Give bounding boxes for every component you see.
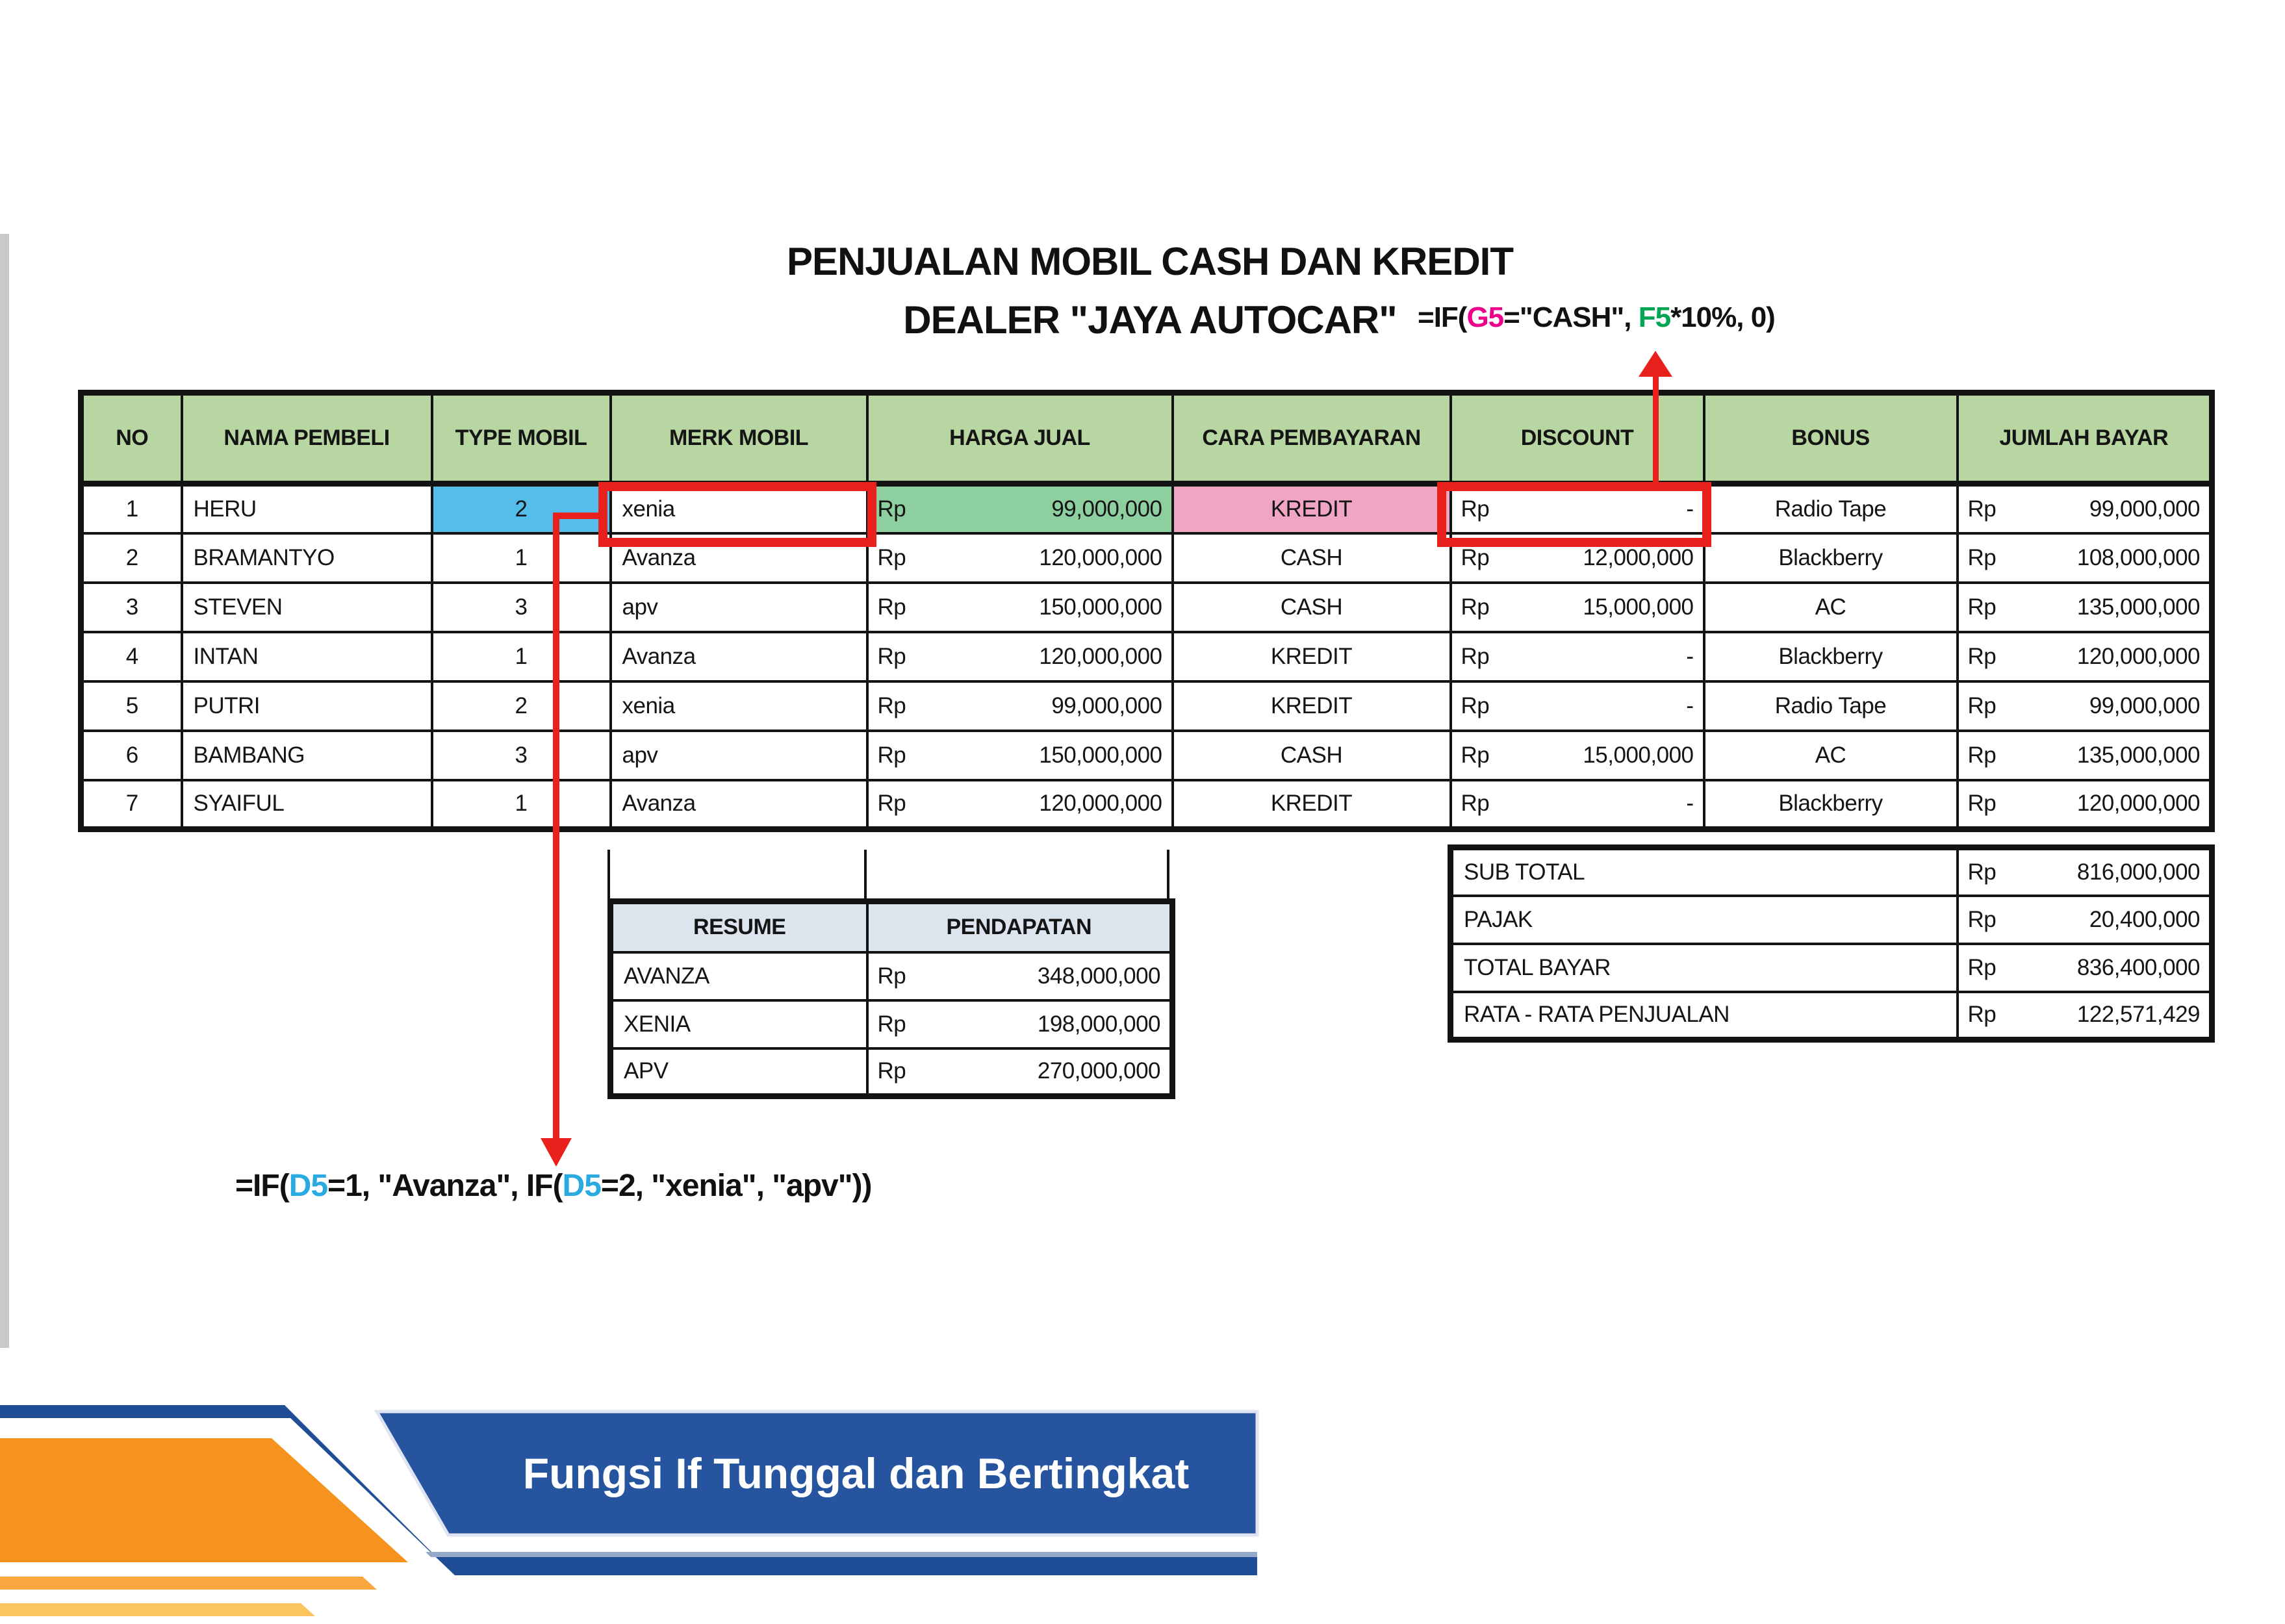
cell-jumlah [1958,484,2212,533]
currency-label: Rp [877,791,906,817]
currency-label: Rp [877,544,906,570]
summary-label: SUB TOTAL [1451,848,1958,896]
cell-cara-highlighted: KREDIT [1173,484,1451,533]
header-row [81,393,2212,484]
amount: 15,000,000 [1583,742,1694,768]
amount: 99,000,000 [2089,496,2200,522]
cell-bonus: Blackberry [1704,632,1958,681]
amount: 122,571,429 [2076,1002,2200,1028]
cell-type: 1 [432,533,611,583]
currency-label: Rp [1967,791,1997,817]
cell-jumlah [1958,780,2212,830]
amount: 120,000,000 [1039,791,1162,817]
cell-jumlah [1958,632,2212,681]
amount: 198,000,000 [1037,1011,1160,1037]
cell-merk: Avanza [611,533,867,583]
resume-row [611,952,1173,1000]
table-row [81,780,2212,830]
formula-text: =2, "xenia", "apv")) [600,1169,872,1203]
table-row [81,484,2212,533]
summary-row [1451,848,2212,896]
formula-text: ="CASH", [1503,301,1639,333]
page-title: PENJUALAN MOBIL CASH DAN KREDIT [787,240,1513,283]
resume-name: XENIA [611,1000,867,1048]
cell-harga [867,583,1173,632]
cell-cara: CASH [1173,533,1451,583]
currency-label: Rp [1967,594,1997,620]
cell-cara: CASH [1173,583,1451,632]
cell-nama: BAMBANG [182,731,432,780]
arrow-up-line [1653,374,1659,486]
currency-label: Rp [877,594,906,620]
header-bonus: BONUS [1704,393,1958,484]
amount: - [1686,692,1694,718]
currency-label: Rp [1967,544,1997,570]
cell-discount [1451,780,1704,830]
cell-harga [867,681,1173,731]
currency-label: Rp [877,963,906,989]
amount: - [1686,643,1694,669]
header-jumlah-bayar: JUMLAH BAYAR [1958,393,2212,484]
amount: 12,000,000 [1583,544,1694,570]
amount: 120,000,000 [2076,791,2200,817]
amount: 150,000,000 [1039,742,1162,768]
formula-discount [1418,301,1775,334]
cell-nama: SYAIFUL [182,780,432,830]
orange-trapezoid [0,1438,408,1562]
elbow-line-horizontal [553,513,607,519]
cell-bonus: Blackberry [1704,533,1958,583]
cell-no: 3 [81,583,182,632]
currency-label: Rp [1461,594,1490,620]
amount: 120,000,000 [2076,643,2200,669]
summary-row [1451,896,2212,944]
amount: 15,000,000 [1583,594,1694,620]
orange-bar-light [0,1603,315,1616]
cell-bonus: AC [1704,731,1958,780]
cell-jumlah [1958,681,2212,731]
currency-label: Rp [1967,906,1997,932]
header-discount: DISCOUNT [1451,393,1704,484]
header-harga-jual: HARGA JUAL [867,393,1173,484]
cell-discount [1451,681,1704,731]
cell-discount [1451,731,1704,780]
summary-label: PAJAK [1451,896,1958,944]
formula-text: *10%, 0) [1670,301,1775,333]
amount: 120,000,000 [1039,643,1162,669]
slide-edge-strip [0,234,9,1348]
amount: 99,000,000 [1051,692,1162,718]
cell-type: 1 [432,632,611,681]
cell-nama: BRAMANTYO [182,533,432,583]
cell-no: 2 [81,533,182,583]
formula-text: =IF( [1418,301,1467,333]
cell-type: 3 [432,583,611,632]
amount: 99,000,000 [1051,496,1162,522]
cell-ref-d5: D5 [288,1169,328,1203]
formula-text: =1, "Avanza", IF( [327,1169,563,1203]
header-resume: RESUME [611,902,867,952]
summary-value [1958,848,2212,896]
amount: - [1686,791,1694,817]
table-row [81,731,2212,780]
cell-harga [867,780,1173,830]
amount: 150,000,000 [1039,594,1162,620]
currency-label: Rp [1461,496,1490,522]
currency-label: Rp [1461,692,1490,718]
currency-label: Rp [877,1058,906,1084]
formula-merk [235,1168,871,1204]
header-no: NO [81,393,182,484]
cell-ref-g5: G5 [1466,301,1504,333]
resume-name: AVANZA [611,952,867,1000]
amount: - [1686,496,1694,522]
cell-no: 5 [81,681,182,731]
cell-jumlah [1958,583,2212,632]
cell-bonus: Radio Tape [1704,681,1958,731]
cell-type: 3 [432,731,611,780]
cell-merk: xenia [611,681,867,731]
summary-label: TOTAL BAYAR [1451,944,1958,992]
cell-nama: PUTRI [182,681,432,731]
arrow-down-icon [541,1138,572,1167]
cell-no: 1 [81,484,182,533]
arrow-up-icon [1639,351,1672,377]
currency-label: Rp [1967,1002,1997,1028]
currency-label: Rp [877,692,906,718]
cell-merk: apv [611,731,867,780]
cell-harga [867,533,1173,583]
cell-harga [867,632,1173,681]
cell-merk: apv [611,583,867,632]
currency-label: Rp [877,742,906,768]
header-pendapatan: PENDAPATAN [867,902,1173,952]
cell-nama: HERU [182,484,432,533]
table-row [81,533,2212,583]
cell-bonus: Blackberry [1704,780,1958,830]
currency-label: Rp [1461,791,1490,817]
currency-label: Rp [1461,742,1490,768]
table-row [81,681,2212,731]
currency-label: Rp [877,1011,906,1037]
table-row [81,632,2212,681]
banner-title: Fungsi If Tunggal dan Bertingkat [522,1449,1190,1497]
cell-cara: CASH [1173,731,1451,780]
elbow-line-vertical [553,513,559,1139]
summary-value [1958,944,2212,992]
cell-harga-highlighted [867,484,1173,533]
cell-ref-d5: D5 [562,1169,601,1203]
currency-label: Rp [1967,496,1997,522]
table-row [81,583,2212,632]
page-subtitle: DEALER "JAYA AUTOCAR" [903,298,1397,342]
cell-merk: Avanza [611,780,867,830]
resume-header-row [611,902,1173,952]
amount: 270,000,000 [1037,1058,1160,1084]
currency-label: Rp [1967,692,1997,718]
cell-no: 6 [81,731,182,780]
summary-row [1451,992,2212,1040]
cell-type: 1 [432,780,611,830]
cell-merk-highlighted: xenia [611,484,867,533]
header-nama-pembeli: NAMA PEMBELI [182,393,432,484]
cell-jumlah [1958,533,2212,583]
currency-label: Rp [1967,742,1997,768]
amount: 120,000,000 [1039,544,1162,570]
summary-label: RATA - RATA PENJUALAN [1451,992,1958,1040]
cell-nama: STEVEN [182,583,432,632]
cell-no: 4 [81,632,182,681]
summary-row [1451,944,2212,992]
cell-type: 2 [432,681,611,731]
cell-cara: KREDIT [1173,681,1451,731]
summary-table [1448,844,2215,1043]
cell-bonus: AC [1704,583,1958,632]
cell-no: 7 [81,780,182,830]
steel-strip [426,1552,1257,1557]
amount: 836,400,000 [2076,954,2200,980]
currency-label: Rp [877,643,906,669]
resume-table [607,898,1175,1099]
currency-label: Rp [1967,859,1997,885]
cell-discount [1451,632,1704,681]
cell-divider [864,850,867,899]
resume-row [611,1048,1173,1097]
highlight-rect-discount [1437,482,1711,547]
summary-value [1958,992,2212,1040]
currency-label: Rp [1461,643,1490,669]
currency-label: Rp [1967,954,1997,980]
cell-bonus: Radio Tape [1704,484,1958,533]
resume-value [867,952,1173,1000]
resume-value [867,1048,1173,1097]
currency-label: Rp [1967,643,1997,669]
cell-nama: INTAN [182,632,432,681]
header-cara-pembayaran: CARA PEMBAYARAN [1173,393,1451,484]
cell-jumlah [1958,731,2212,780]
cell-cara: KREDIT [1173,780,1451,830]
amount: 348,000,000 [1037,963,1160,989]
currency-label: Rp [1461,544,1490,570]
highlight-rect-merk [598,482,876,547]
amount: 20,400,000 [2089,906,2200,932]
formula-text: =IF( [235,1169,289,1203]
resume-name: APV [611,1048,867,1097]
resume-row [611,1000,1173,1048]
cell-ref-f5: F5 [1638,301,1671,333]
orange-bar-mid [0,1577,377,1590]
sales-table [78,390,2215,832]
currency-label: Rp [877,496,906,522]
cell-cara: KREDIT [1173,632,1451,681]
header-type-mobil: TYPE MOBIL [432,393,611,484]
amount: 108,000,000 [2076,544,2200,570]
resume-value [867,1000,1173,1048]
cell-discount [1451,583,1704,632]
cell-type-highlighted: 2 [432,484,611,533]
amount: 99,000,000 [2089,692,2200,718]
empty-cells-extension [607,850,1169,899]
summary-value [1958,896,2212,944]
amount: 135,000,000 [2076,594,2200,620]
cell-merk: Avanza [611,632,867,681]
amount: 135,000,000 [2076,742,2200,768]
amount: 816,000,000 [2076,859,2200,885]
cell-harga [867,731,1173,780]
header-merk-mobil: MERK MOBIL [611,393,867,484]
